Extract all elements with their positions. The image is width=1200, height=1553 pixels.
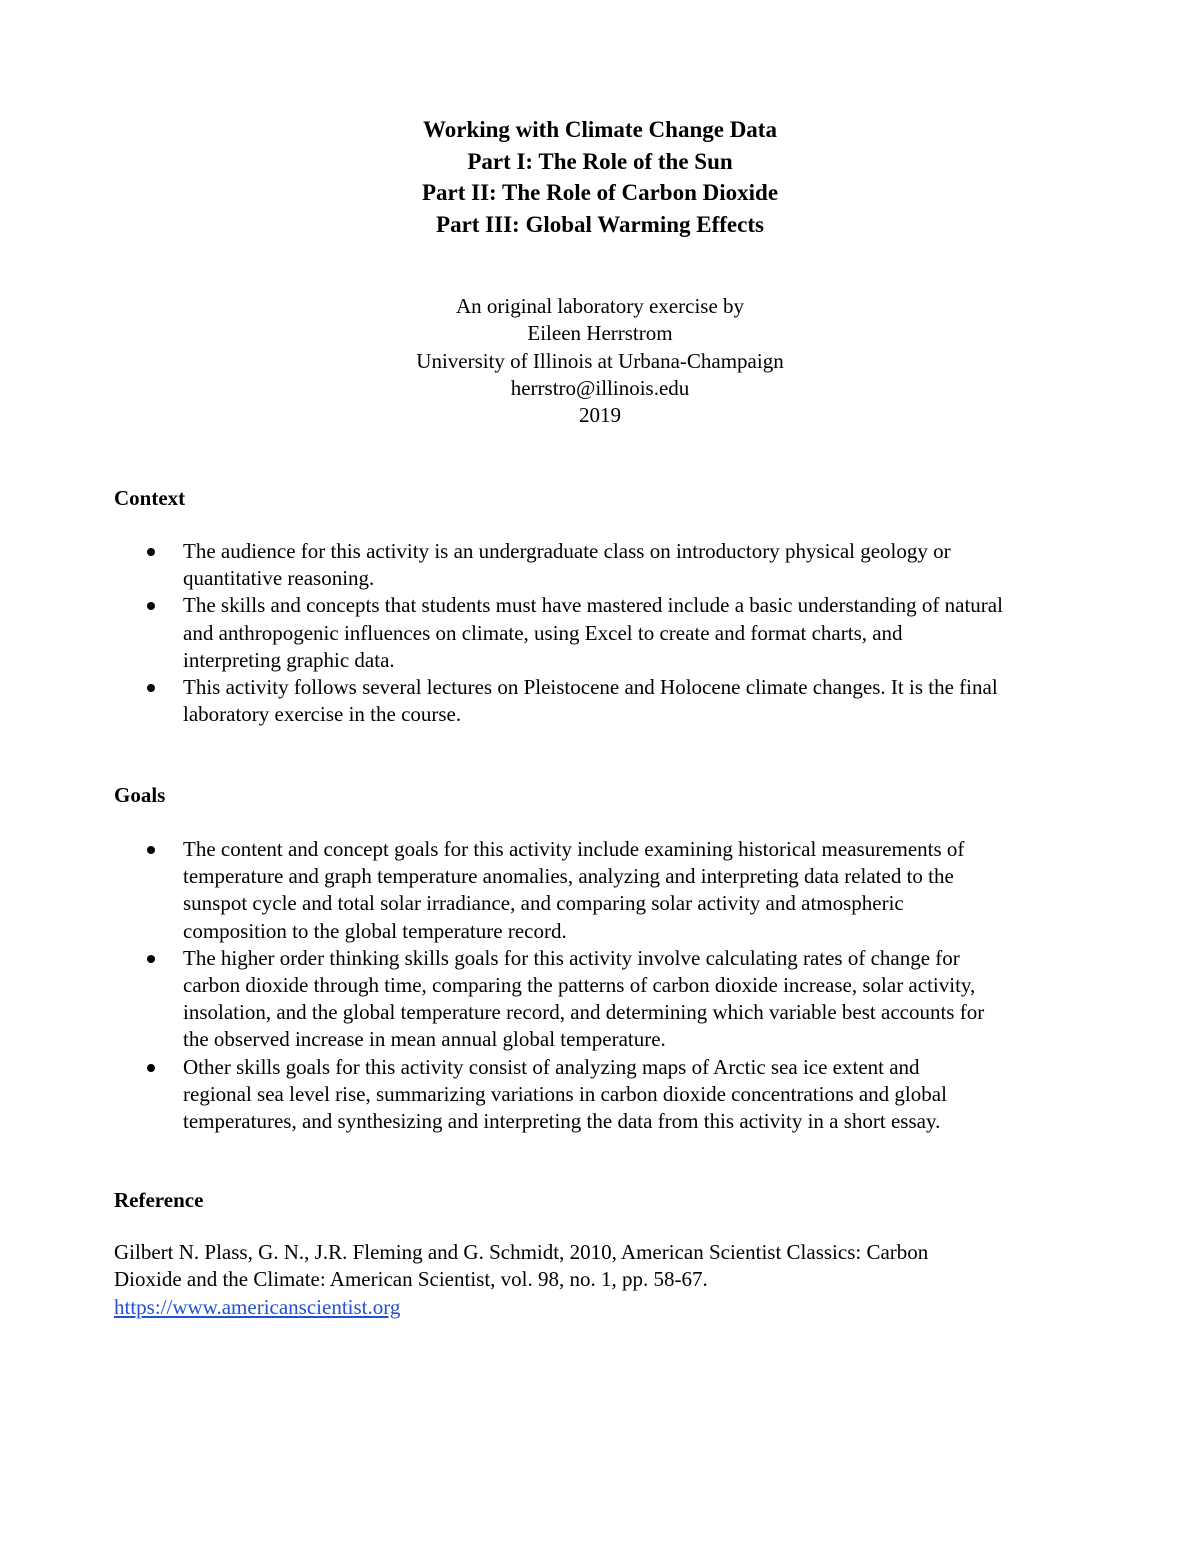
text-line: interpreting graphic data.: [183, 647, 395, 672]
text-line: This activity follows several lectures on Pleistocene and Holocene climate changes. It is the final: [183, 675, 998, 700]
list-item-text: [183, 592, 1200, 674]
list-item: [0, 674, 1200, 728]
author-year: 2019: [579, 403, 621, 428]
text-line: temperature and graph temperature anomalies, analyzing and interpreting data related to the: [183, 864, 954, 889]
part-one-title: Part I: The Role of the Sun: [467, 148, 733, 174]
reference-heading: Reference: [114, 1188, 204, 1212]
list-item: [0, 592, 1200, 674]
reference-link[interactable]: https://www.americanscientist.org: [114, 1294, 401, 1319]
text-line: The higher order thinking skills goals for this activity involve calculating rates of change for: [183, 945, 960, 970]
list-item: [0, 1054, 1200, 1136]
text-line: insolation, and the global temperature record, and determining which variable best accounts for: [183, 1000, 985, 1025]
bullet-icon: [147, 548, 155, 556]
text-line: The content and concept goals for this activity include examining historical measurements of: [183, 837, 965, 861]
list-item-text: [183, 945, 1200, 1054]
document-title: [0, 114, 1200, 240]
text-line: sunspot cycle and total solar irradiance, and comparing solar activity and atmospheric: [183, 891, 904, 916]
bullet-icon: [147, 684, 155, 692]
text-line: The skills and concepts that students must have mastered include a basic understanding of natural: [183, 593, 1003, 618]
author-email: herrstro@illinois.edu: [510, 375, 690, 400]
list-item-text: [183, 674, 1200, 728]
author-intro: An original laboratory exercise by: [455, 294, 745, 318]
list-item: [0, 836, 1200, 945]
text-line: the observed increase in mean annual global temperature.: [183, 1027, 666, 1052]
text-line: composition to the global temperature record.: [183, 918, 567, 943]
text-line: laboratory exercise in the course.: [183, 702, 462, 727]
list-item-text: [183, 836, 1200, 945]
list-item: [0, 538, 1200, 592]
text-line: Other skills goals for this activity consist of analyzing maps of Arctic sea ice extent and: [183, 1054, 920, 1079]
goals-list: [0, 836, 1200, 1135]
text-line: quantitative reasoning.: [183, 566, 375, 591]
author-block: [0, 293, 1200, 429]
citation-link-line: [114, 1294, 928, 1321]
list-item-text: [183, 1054, 1200, 1136]
text-line: temperatures, and synthesizing and interpreting the data from this activity in a short essay.: [183, 1109, 941, 1134]
text-line: The audience for this activity is an undergraduate class on introductory physical geology or: [183, 539, 951, 563]
citation-line: Gilbert N. Plass, G. N., J.R. Fleming and G. Schmidt, 2010, American Scientist Classics: Carbon: [114, 1240, 929, 1264]
context-list: [0, 538, 1200, 728]
context-heading: Context: [114, 486, 186, 510]
text-line: carbon dioxide through time, comparing the patterns of carbon dioxide increase, solar activity,: [183, 973, 976, 998]
goals-heading: Goals: [114, 783, 166, 807]
part-two-title: Part II: The Role of Carbon Dioxide: [421, 180, 779, 205]
bullet-icon: [147, 1064, 155, 1072]
list-item: [0, 945, 1200, 1054]
citation-line: Dioxide and the Climate: American Scientist, vol. 98, no. 1, pp. 58-67.: [114, 1267, 708, 1292]
reference-citation: [114, 1239, 928, 1321]
author-institution: University of Illinois at Urbana-Champaign: [416, 348, 784, 373]
author-name: Eileen Herrstrom: [527, 321, 673, 346]
bullet-icon: [147, 602, 155, 610]
text-line: regional sea level rise, summarizing variations in carbon dioxide concentrations and global: [183, 1081, 947, 1106]
text-line: and anthropogenic influences on climate, using Excel to create and format charts, and: [183, 620, 903, 645]
bullet-icon: [147, 955, 155, 963]
list-item-text: [183, 538, 1200, 592]
bullet-icon: [147, 846, 155, 854]
part-three-title: Part III: Global Warming Effects: [436, 211, 764, 237]
title-line: Working with Climate Change Data: [423, 117, 777, 142]
